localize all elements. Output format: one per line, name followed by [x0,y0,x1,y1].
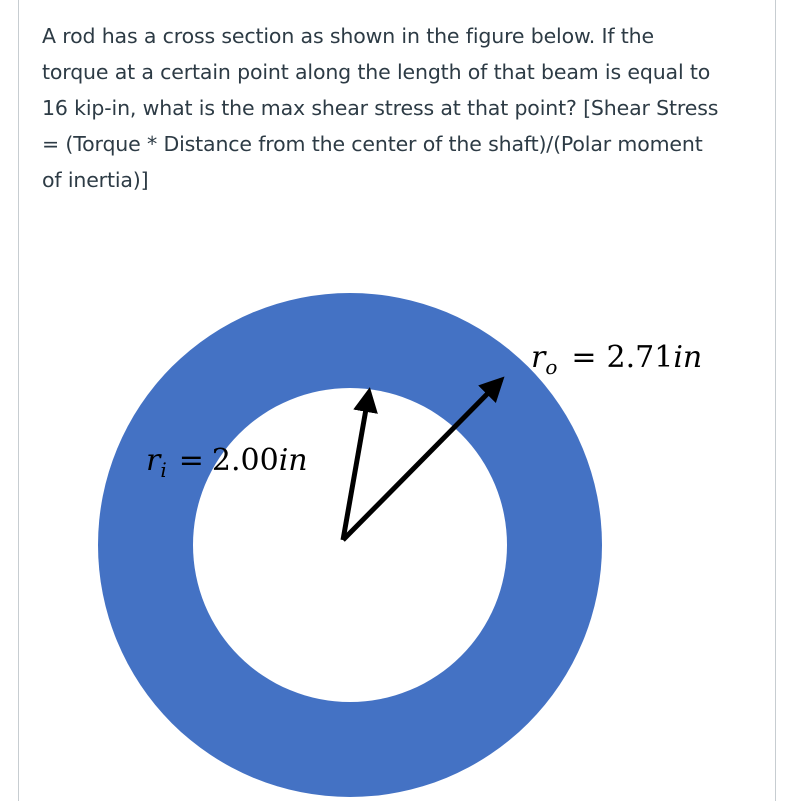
outer-radius-value: 2.71 [606,340,674,375]
question-text: A rod has a cross section as shown in the figure below. If the torque at a certain point along the length of that beam is equal to 16 kip-in, what is the max shear stress at that point? [Shear Stress = (Torque * Distance from the center of the shaft)/(Polar moment of inertia)] [42,24,719,192]
inner-radius-unit: in [278,443,308,478]
inner-circle [193,388,507,702]
outer-radius-sub: o [545,355,558,379]
outer-radius-label [531,340,702,379]
inner-radius-value: 2.00 [211,443,279,478]
outer-radius-var: r [531,340,546,375]
inner-radius-var: r [146,443,161,478]
outer-radius-unit: in [673,340,703,375]
outer-radius-equals: = [571,340,597,375]
inner-radius-sub: i [160,458,167,482]
inner-radius-equals: = [178,443,204,478]
